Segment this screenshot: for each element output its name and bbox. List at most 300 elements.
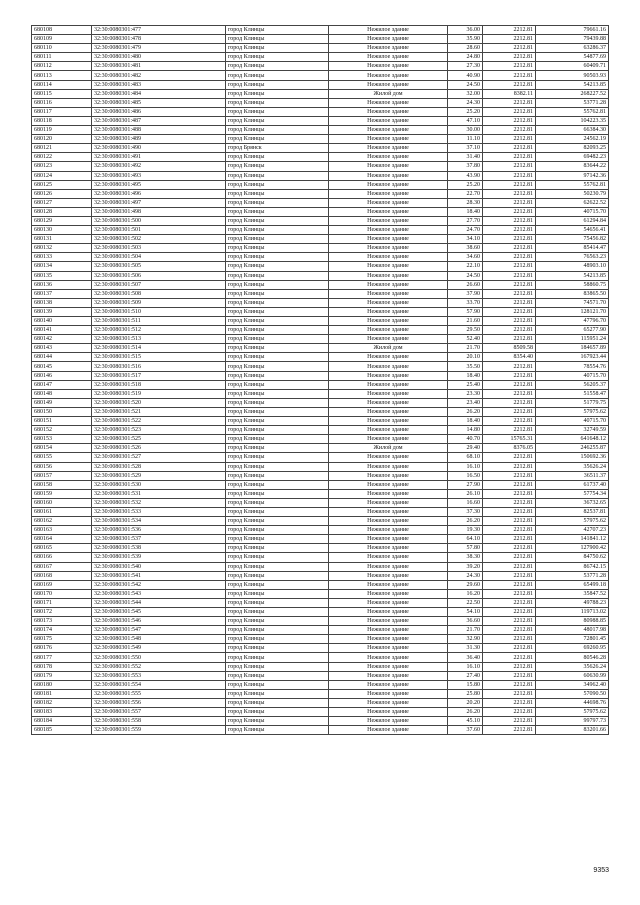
object-type-cell: Нежилое здание	[329, 298, 448, 307]
row-number-cell: 680176	[32, 644, 92, 653]
object-type-cell: Нежилое здание	[329, 489, 448, 498]
row-number-cell: 680153	[32, 435, 92, 444]
address-cell: город Клинцы	[226, 608, 329, 617]
area-cell: 24.70	[448, 226, 483, 235]
cadastral-number-cell: 32:30:0080301:506	[92, 271, 226, 280]
table-row	[32, 571, 609, 580]
unit-value-cell: 2212.81	[483, 635, 536, 644]
area-cell: 27.90	[448, 480, 483, 489]
object-type-cell: Нежилое здание	[329, 53, 448, 62]
area-cell: 16.60	[448, 498, 483, 507]
unit-value-cell: 2212.81	[483, 371, 536, 380]
cadastral-number-cell: 32:30:0080301:516	[92, 362, 226, 371]
table-row	[32, 307, 609, 316]
cadastral-number-cell: 32:30:0080301:504	[92, 253, 226, 262]
table-row	[32, 662, 609, 671]
cadastral-value-cell: 35626.24	[536, 662, 609, 671]
unit-value-cell: 2212.81	[483, 198, 536, 207]
address-cell: город Клинцы	[226, 335, 329, 344]
table-row	[32, 480, 609, 489]
cadastral-value-cell: 78554.76	[536, 362, 609, 371]
address-cell: город Клинцы	[226, 371, 329, 380]
area-cell: 31.30	[448, 644, 483, 653]
row-number-cell: 680167	[32, 562, 92, 571]
cadastral-value-cell: 82093.25	[536, 144, 609, 153]
cadastral-value-cell: 60409.71	[536, 62, 609, 71]
cadastral-number-cell: 32:30:0080301:496	[92, 189, 226, 198]
unit-value-cell: 2212.81	[483, 289, 536, 298]
row-number-cell: 680164	[32, 535, 92, 544]
cadastral-value-cell: 61294.84	[536, 216, 609, 225]
address-cell: город Клинцы	[226, 453, 329, 462]
address-cell: город Клинцы	[226, 535, 329, 544]
table-row	[32, 726, 609, 735]
table-row	[32, 171, 609, 180]
address-cell: город Клинцы	[226, 662, 329, 671]
unit-value-cell: 2212.81	[483, 71, 536, 80]
cadastral-value-cell: 35626.24	[536, 462, 609, 471]
area-cell: 31.40	[448, 153, 483, 162]
object-type-cell: Нежилое здание	[329, 526, 448, 535]
address-cell: город Клинцы	[226, 426, 329, 435]
area-cell: 26.20	[448, 708, 483, 717]
table-row	[32, 53, 609, 62]
cadastral-value-cell: 58860.75	[536, 280, 609, 289]
cadastral-number-cell: 32:30:0080301:478	[92, 35, 226, 44]
object-type-cell: Нежилое здание	[329, 462, 448, 471]
table-row	[32, 135, 609, 144]
cadastral-number-cell: 32:30:0080301:498	[92, 207, 226, 216]
table-row	[32, 489, 609, 498]
unit-value-cell: 2212.81	[483, 35, 536, 44]
cadastral-value-cell: 61737.40	[536, 480, 609, 489]
row-number-cell: 680177	[32, 653, 92, 662]
cadastral-number-cell: 32:30:0080301:559	[92, 726, 226, 735]
object-type-cell: Нежилое здание	[329, 153, 448, 162]
area-cell: 37.30	[448, 507, 483, 516]
address-cell: город Клинцы	[226, 617, 329, 626]
address-cell: город Клинцы	[226, 526, 329, 535]
cadastral-number-cell: 32:30:0080301:539	[92, 553, 226, 562]
area-cell: 34.60	[448, 253, 483, 262]
object-type-cell: Нежилое здание	[329, 653, 448, 662]
address-cell: город Клинцы	[226, 244, 329, 253]
row-number-cell: 680157	[32, 471, 92, 480]
object-type-cell: Нежилое здание	[329, 271, 448, 280]
cadastral-value-cell: 65277.90	[536, 326, 609, 335]
cadastral-number-cell: 32:30:0080301:547	[92, 626, 226, 635]
area-cell: 37.60	[448, 726, 483, 735]
row-number-cell: 680182	[32, 698, 92, 707]
area-cell: 22.50	[448, 598, 483, 607]
area-cell: 18.40	[448, 207, 483, 216]
unit-value-cell: 2212.81	[483, 426, 536, 435]
row-number-cell: 680160	[32, 498, 92, 507]
row-number-cell: 680111	[32, 53, 92, 62]
table-row	[32, 598, 609, 607]
object-type-cell: Нежилое здание	[329, 626, 448, 635]
area-cell: 57.80	[448, 544, 483, 553]
row-number-cell: 680155	[32, 453, 92, 462]
row-number-cell: 680108	[32, 26, 92, 35]
object-type-cell: Нежилое здание	[329, 135, 448, 144]
address-cell: город Клинцы	[226, 44, 329, 53]
cadastral-number-cell: 32:30:0080301:493	[92, 171, 226, 180]
area-cell: 68.10	[448, 453, 483, 462]
object-type-cell: Жилой дом	[329, 444, 448, 453]
object-type-cell: Нежилое здание	[329, 98, 448, 107]
address-cell: город Клинцы	[226, 271, 329, 280]
address-cell: город Клинцы	[226, 571, 329, 580]
table-row	[32, 389, 609, 398]
unit-value-cell: 8354.40	[483, 353, 536, 362]
address-cell: город Клинцы	[226, 598, 329, 607]
row-number-cell: 680138	[32, 298, 92, 307]
cadastral-value-cell: 82537.81	[536, 507, 609, 516]
table-row	[32, 144, 609, 153]
area-cell: 23.30	[448, 389, 483, 398]
unit-value-cell: 2212.81	[483, 589, 536, 598]
unit-value-cell: 2212.81	[483, 326, 536, 335]
cadastral-value-cell: 141841.12	[536, 535, 609, 544]
area-cell: 27.40	[448, 671, 483, 680]
cadastral-number-cell: 32:30:0080301:519	[92, 389, 226, 398]
table-row	[32, 471, 609, 480]
area-cell: 28.30	[448, 198, 483, 207]
row-number-cell: 680109	[32, 35, 92, 44]
object-type-cell: Нежилое здание	[329, 107, 448, 116]
unit-value-cell: 2212.81	[483, 398, 536, 407]
area-cell: 37.10	[448, 144, 483, 153]
table-row	[32, 544, 609, 553]
cadastral-value-cell: 51779.75	[536, 398, 609, 407]
unit-value-cell: 2212.81	[483, 362, 536, 371]
cadastral-number-cell: 32:30:0080301:512	[92, 326, 226, 335]
cadastral-value-cell: 84750.62	[536, 553, 609, 562]
unit-value-cell: 2212.81	[483, 562, 536, 571]
unit-value-cell: 2212.81	[483, 216, 536, 225]
cadastral-number-cell: 32:30:0080301:481	[92, 62, 226, 71]
address-cell: город Клинцы	[226, 589, 329, 598]
table-row	[32, 35, 609, 44]
area-cell: 36.00	[448, 26, 483, 35]
row-number-cell: 680169	[32, 580, 92, 589]
area-cell: 21.70	[448, 626, 483, 635]
address-cell: город Клинцы	[226, 435, 329, 444]
address-cell: город Клинцы	[226, 626, 329, 635]
row-number-cell: 680171	[32, 598, 92, 607]
area-cell: 23.40	[448, 398, 483, 407]
address-cell: город Клинцы	[226, 126, 329, 135]
row-number-cell: 680143	[32, 344, 92, 353]
area-cell: 24.80	[448, 53, 483, 62]
table-row	[32, 353, 609, 362]
address-cell: город Клинцы	[226, 280, 329, 289]
table-row	[32, 535, 609, 544]
object-type-cell: Нежилое здание	[329, 116, 448, 125]
area-cell: 40.70	[448, 435, 483, 444]
object-type-cell: Нежилое здание	[329, 598, 448, 607]
cadastral-value-cell: 246255.87	[536, 444, 609, 453]
unit-value-cell: 2212.81	[483, 708, 536, 717]
area-cell: 26.60	[448, 280, 483, 289]
cadastral-value-cell: 66384.30	[536, 126, 609, 135]
address-cell: город Клинцы	[226, 198, 329, 207]
row-number-cell: 680185	[32, 726, 92, 735]
row-number-cell: 680172	[32, 608, 92, 617]
address-cell: город Клинцы	[226, 417, 329, 426]
unit-value-cell: 2212.81	[483, 153, 536, 162]
unit-value-cell: 2212.81	[483, 317, 536, 326]
address-cell: город Клинцы	[226, 680, 329, 689]
address-cell: город Клинцы	[226, 398, 329, 407]
table-row	[32, 689, 609, 698]
object-type-cell: Нежилое здание	[329, 244, 448, 253]
cadastral-number-cell: 32:30:0080301:490	[92, 144, 226, 153]
unit-value-cell: 2212.81	[483, 471, 536, 480]
unit-value-cell: 2212.81	[483, 417, 536, 426]
cadastral-number-cell: 32:30:0080301:550	[92, 653, 226, 662]
table-row	[32, 26, 609, 35]
unit-value-cell: 2212.81	[483, 62, 536, 71]
cadastral-value-cell: 54213.85	[536, 271, 609, 280]
address-cell: город Клинцы	[226, 135, 329, 144]
row-number-cell: 680113	[32, 71, 92, 80]
row-number-cell: 680128	[32, 207, 92, 216]
row-number-cell: 680179	[32, 671, 92, 680]
area-cell: 52.40	[448, 335, 483, 344]
address-cell: город Клинцы	[226, 489, 329, 498]
table-row	[32, 526, 609, 535]
address-cell: город Клинцы	[226, 507, 329, 516]
object-type-cell: Нежилое здание	[329, 80, 448, 89]
address-cell: город Клинцы	[226, 35, 329, 44]
cadastral-value-cell: 268227.52	[536, 89, 609, 98]
address-cell: город Клинцы	[226, 553, 329, 562]
area-cell: 33.70	[448, 298, 483, 307]
table-row	[32, 426, 609, 435]
unit-value-cell: 2212.81	[483, 617, 536, 626]
cadastral-value-cell: 40715.70	[536, 371, 609, 380]
cadastral-number-cell: 32:30:0080301:553	[92, 671, 226, 680]
object-type-cell: Нежилое здание	[329, 544, 448, 553]
row-number-cell: 680139	[32, 307, 92, 316]
cadastral-value-cell: 79661.16	[536, 26, 609, 35]
object-type-cell: Нежилое здание	[329, 307, 448, 316]
row-number-cell: 680127	[32, 198, 92, 207]
table-row	[32, 289, 609, 298]
object-type-cell: Нежилое здание	[329, 207, 448, 216]
area-cell: 29.50	[448, 326, 483, 335]
object-type-cell: Нежилое здание	[329, 435, 448, 444]
area-cell: 16.20	[448, 589, 483, 598]
cadastral-number-cell: 32:30:0080301:521	[92, 407, 226, 416]
address-cell: город Клинцы	[226, 698, 329, 707]
cadastral-value-cell: 57975.62	[536, 517, 609, 526]
cadastral-value-cell: 119713.02	[536, 608, 609, 617]
address-cell: город Клинцы	[226, 462, 329, 471]
unit-value-cell: 2212.81	[483, 544, 536, 553]
address-cell: город Клинцы	[226, 207, 329, 216]
area-cell: 25.80	[448, 689, 483, 698]
object-type-cell: Нежилое здание	[329, 353, 448, 362]
row-number-cell: 680130	[32, 226, 92, 235]
cadastral-value-cell: 75456.82	[536, 235, 609, 244]
object-type-cell: Нежилое здание	[329, 35, 448, 44]
object-type-cell: Нежилое здание	[329, 262, 448, 271]
object-type-cell: Нежилое здание	[329, 144, 448, 153]
object-type-cell: Нежилое здание	[329, 280, 448, 289]
area-cell: 37.80	[448, 162, 483, 171]
unit-value-cell: 2212.81	[483, 226, 536, 235]
cadastral-value-cell: 36511.37	[536, 471, 609, 480]
address-cell: город Клинцы	[226, 98, 329, 107]
address-cell: город Клинцы	[226, 107, 329, 116]
area-cell: 18.40	[448, 371, 483, 380]
cadastral-value-cell: 55762.81	[536, 180, 609, 189]
cadastral-number-cell: 32:30:0080301:518	[92, 380, 226, 389]
cadastral-number-cell: 32:30:0080301:557	[92, 708, 226, 717]
cadastral-value-cell: 54656.41	[536, 226, 609, 235]
unit-value-cell: 2212.81	[483, 298, 536, 307]
table-row	[32, 671, 609, 680]
row-number-cell: 680125	[32, 180, 92, 189]
address-cell: город Клинцы	[226, 62, 329, 71]
address-cell: город Клинцы	[226, 362, 329, 371]
unit-value-cell: 8382.11	[483, 89, 536, 98]
object-type-cell: Нежилое здание	[329, 235, 448, 244]
object-type-cell: Нежилое здание	[329, 644, 448, 653]
object-type-cell: Нежилое здание	[329, 726, 448, 735]
cadastral-value-cell: 24562.19	[536, 135, 609, 144]
object-type-cell: Нежилое здание	[329, 453, 448, 462]
row-number-cell: 680183	[32, 708, 92, 717]
row-number-cell: 680132	[32, 244, 92, 253]
cadastral-number-cell: 32:30:0080301:503	[92, 244, 226, 253]
table-row	[32, 280, 609, 289]
address-cell: город Клинцы	[226, 644, 329, 653]
row-number-cell: 680126	[32, 189, 92, 198]
unit-value-cell: 2212.81	[483, 335, 536, 344]
row-number-cell: 680178	[32, 662, 92, 671]
unit-value-cell: 2212.81	[483, 144, 536, 153]
object-type-cell: Нежилое здание	[329, 507, 448, 516]
table-row	[32, 608, 609, 617]
object-type-cell: Нежилое здание	[329, 407, 448, 416]
table-row	[32, 71, 609, 80]
area-cell: 24.50	[448, 271, 483, 280]
cadastral-number-cell: 32:30:0080301:520	[92, 398, 226, 407]
cadastral-number-cell: 32:30:0080301:541	[92, 571, 226, 580]
table-row	[32, 235, 609, 244]
address-cell: город Клинцы	[226, 80, 329, 89]
unit-value-cell: 2212.81	[483, 580, 536, 589]
cadastral-number-cell: 32:30:0080301:525	[92, 435, 226, 444]
unit-value-cell: 2212.81	[483, 53, 536, 62]
area-cell: 16.10	[448, 662, 483, 671]
unit-value-cell: 2212.81	[483, 671, 536, 680]
row-number-cell: 680118	[32, 116, 92, 125]
table-row	[32, 417, 609, 426]
unit-value-cell: 8509.58	[483, 344, 536, 353]
cadastral-number-cell: 32:30:0080301:543	[92, 589, 226, 598]
unit-value-cell: 8376.05	[483, 444, 536, 453]
cadastral-value-cell: 50230.79	[536, 189, 609, 198]
row-number-cell: 680140	[32, 317, 92, 326]
object-type-cell: Нежилое здание	[329, 62, 448, 71]
table-row	[32, 507, 609, 516]
cadastral-value-cell: 65499.18	[536, 580, 609, 589]
cadastral-value-cell: 63286.37	[536, 44, 609, 53]
object-type-cell: Нежилое здание	[329, 617, 448, 626]
object-type-cell: Жилой дом	[329, 89, 448, 98]
object-type-cell: Нежилое здание	[329, 535, 448, 544]
object-type-cell: Нежилое здание	[329, 580, 448, 589]
object-type-cell: Нежилое здание	[329, 126, 448, 135]
cadastral-value-cell: 104223.35	[536, 116, 609, 125]
table-row	[32, 698, 609, 707]
unit-value-cell: 2212.81	[483, 135, 536, 144]
table-row	[32, 162, 609, 171]
table-row	[32, 126, 609, 135]
cadastral-value-cell: 99797.73	[536, 717, 609, 726]
cadastral-number-cell: 32:30:0080301:540	[92, 562, 226, 571]
address-cell: город Клинцы	[226, 153, 329, 162]
object-type-cell: Нежилое здание	[329, 162, 448, 171]
object-type-cell: Нежилое здание	[329, 698, 448, 707]
address-cell: город Клинцы	[226, 708, 329, 717]
table-row	[32, 589, 609, 598]
table-row	[32, 207, 609, 216]
unit-value-cell: 2212.81	[483, 162, 536, 171]
unit-value-cell: 2212.81	[483, 26, 536, 35]
cadastral-number-cell: 32:30:0080301:531	[92, 489, 226, 498]
cadastral-value-cell: 184657.89	[536, 344, 609, 353]
table-row	[32, 80, 609, 89]
cadastral-value-cell: 57975.62	[536, 708, 609, 717]
unit-value-cell: 2212.81	[483, 498, 536, 507]
row-number-cell: 680181	[32, 689, 92, 698]
row-number-cell: 680163	[32, 526, 92, 535]
cadastral-value-cell: 36732.65	[536, 498, 609, 507]
area-cell: 22.70	[448, 189, 483, 198]
object-type-cell: Нежилое здание	[329, 253, 448, 262]
cadastral-number-cell: 32:30:0080301:548	[92, 635, 226, 644]
unit-value-cell: 2212.81	[483, 571, 536, 580]
area-cell: 24.50	[448, 80, 483, 89]
cadastral-number-cell: 32:30:0080301:502	[92, 235, 226, 244]
area-cell: 20.20	[448, 698, 483, 707]
row-number-cell: 680159	[32, 489, 92, 498]
cadastral-value-cell: 32749.59	[536, 426, 609, 435]
table-row	[32, 244, 609, 253]
cadastral-value-cell: 51558.47	[536, 389, 609, 398]
cadastral-number-cell: 32:30:0080301:479	[92, 44, 226, 53]
area-cell: 19.30	[448, 526, 483, 535]
cadastral-value-cell: 47796.70	[536, 317, 609, 326]
cadastral-number-cell: 32:30:0080301:511	[92, 317, 226, 326]
cadastral-number-cell: 32:30:0080301:526	[92, 444, 226, 453]
cadastral-value-cell: 48017.98	[536, 626, 609, 635]
row-number-cell: 680162	[32, 517, 92, 526]
cadastral-number-cell: 32:30:0080301:492	[92, 162, 226, 171]
object-type-cell: Нежилое здание	[329, 708, 448, 717]
table-row	[32, 617, 609, 626]
row-number-cell: 680152	[32, 426, 92, 435]
cadastral-number-cell: 32:30:0080301:522	[92, 417, 226, 426]
cadastral-number-cell: 32:30:0080301:514	[92, 344, 226, 353]
row-number-cell: 680148	[32, 389, 92, 398]
